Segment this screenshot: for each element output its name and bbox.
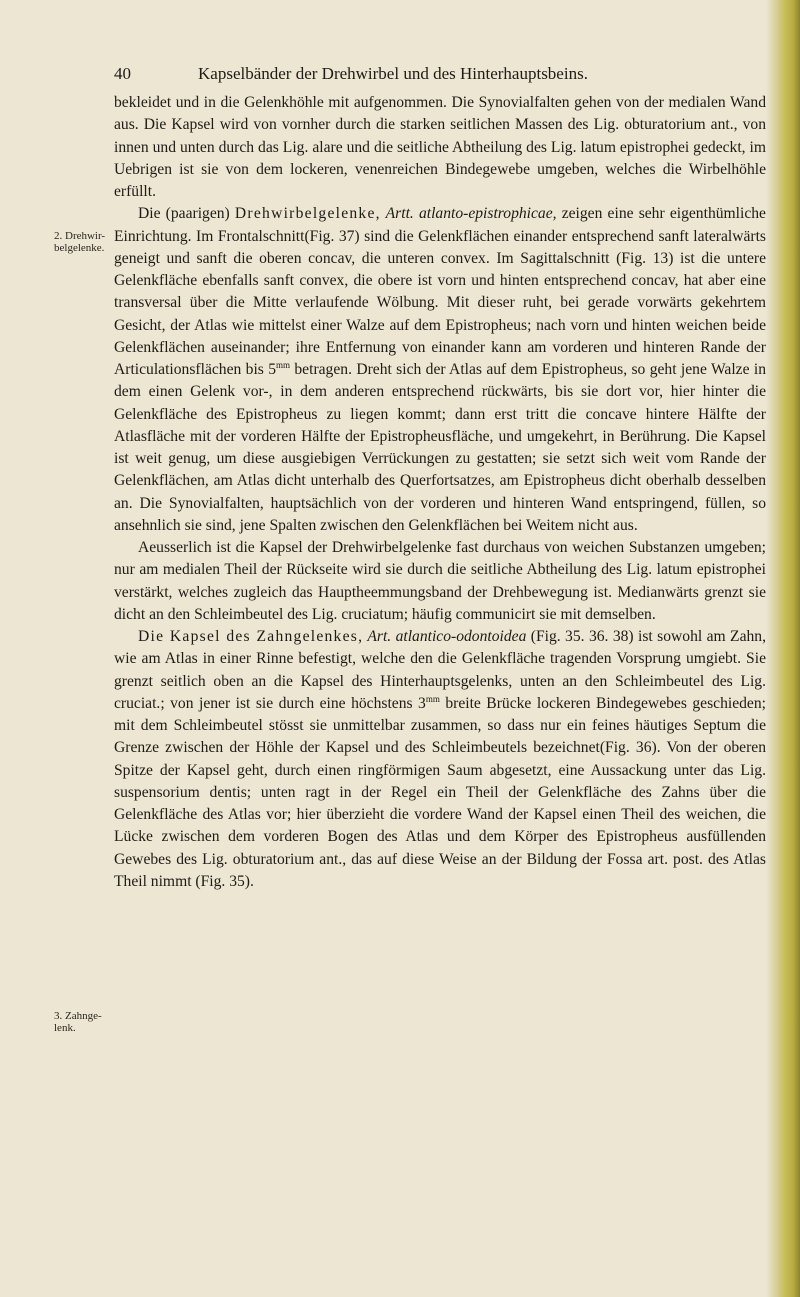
paragraph-intro: bekleidet und in die Gelenkhöhle mit aufgenommen. Die Synovialfalten gehen von der medialen Wand aus. Die Kapsel wird von vornher durch die starken seitlichen Massen des Lig. obturatorium ant., von innen und unten durch das Lig. alare und die seitliche Abtheilung des Lig. latum epistrophei gedeckt, im Uebrigen ist sie von dem lockeren, venenreichen Bindegewebe umgeben, welches die Wirbelhöhle erfüllt. <box>114 94 766 200</box>
page-edge-shadow <box>766 0 800 1297</box>
paragraph-text: (Fig. 35. 36. 38) ist sowohl am Zahn, wie am Atlas in einer Rinne befestigt, welche den die Gelenkfläche tragenden Vorsprung umgiebt. Sie grenzt seitlich oben an die Kapsel des Hinterhauptsgelenks, unten an den Schleimbeutel des Lig. cruciat.; von jener ist sie durch eine höchstens 3 <box>114 628 766 712</box>
term-drehwirbelgelenke: Drehwirbelgelenke, <box>234 205 381 223</box>
paragraph-drehwirbelgelenke <box>114 203 766 537</box>
paragraph-lead: Die (paarigen) <box>138 205 235 223</box>
paragraph-text-continued: breite Brücke lockeren Bindegewebes geschieden; mit dem Schleimbeutel stösst sie unmittelbar zusammen, so dass nur ein feines häutiges Septum die Grenze zwischen der Höhle der Kapsel und des Schleimbeutels bezeichnet(Fig. 36). Von der oberen Spitze der Kapsel geht, durch einen ringförmigen Saum abgesetzt, eine Aussackung unter das Lig. suspensorium dentis; unten ragt in der Regel ein Theil der Gelenkfläche des Zahns über die Gelenkfläche des Atlas vor; hier überzieht die vordere Wand der Kapsel einen Theil des weichen, die Lücke zwischen dem vorderen Bogen des Atlas und dem Körper des Epistropheus ausfüllenden Gewebes des Lig. obturatorium ant., das auf diese Weise an der Bildung der Fossa art. post. des Atlas Theil nimmt (Fig. 35). <box>114 694 766 890</box>
margin-note-drehwirbelgelenke: 2. Drehwir- belgelenke. <box>54 230 106 254</box>
latin-term-atlanto-epistrophicae: Artt. atlanto-epistrophicae, <box>380 205 557 223</box>
page-number: 40 <box>114 64 131 83</box>
margin-note-zahngelenk: 3. Zahnge- lenk. <box>54 1010 102 1034</box>
page-header <box>114 63 764 85</box>
paragraph-text: zeigen eine sehr eigenthümliche Einrichtung. Im Frontalschnitt(Fig. 37) sind die Gelenkflächen einander entsprechend sanft lateralwärts geneigt und sanft die oberen concav, die unteren convex. Im Sagittalschnitt (Fig. 13) ist die untere Gelenkfläche ebenfalls sanft convex, die obere ist vorn und hinten entsprechend concav, hat aber eine transversal über die Mitte verlaufende Wölbung. Mit dieser ruht, bei gerade vorwärts gekehrtem Gesicht, der Atlas wie mittelst einer Walze auf dem Epistropheus; nach vorn und hinten weichen beide Gelenkflächen auseinander; ihre Entfernung von einander kann am vorderen und hinteren Rande der Articulationsflächen bis 5 <box>114 205 766 378</box>
body-text <box>114 92 766 893</box>
latin-term-atlantico-odontoidea: Art. atlantico-odontoidea <box>363 628 527 645</box>
unit-superscript: mm <box>425 693 440 704</box>
paragraph-zahngelenk <box>114 626 766 893</box>
term-kapsel-zahngelenk: Die Kapsel des Zahngelenkes, <box>138 628 364 645</box>
paragraph-aeusserlich: Aeusserlich ist die Kapsel der Drehwirbelgelenke fast durchaus von weichen Substanzen umgeben; nur am medialen Theil der Rückseite wird sie durch die seitliche Abtheilung des Lig. latum epistrophei verstärkt, welches zugleich das Hauptheemmungsband der Drehbewegung ist. Medianwärts grenzt sie dicht an den Schleimbeutel des Lig. cruciatum; häufig communicirt sie mit demselben. <box>114 539 766 623</box>
unit-superscript: mm <box>276 360 291 370</box>
running-title: Kapselbänder der Drehwirbel und des Hinterhauptsbeins. <box>198 64 588 83</box>
paragraph-text-continued: betragen. Dreht sich der Atlas auf dem Epistropheus, so geht jene Walze in dem einen Gelenk vor-, in dem anderen entsprechend rückwärts, bis sie dort vor, hier hinter die Gelenkfläche des Epistropheus zu liegen kommt; dann erst tritt die concave hintere Hälfte der Atlasfläche mit der vorderen Hälfte der Epistropheusfläche, und umgekehrt, in Berührung. Die Kapsel ist weit genug, um diese ausgiebigen Verrückungen zu gestatten; sie setzt sich weit vom Rande der Gelenkflächen, am Atlas dicht unterhalb des Querfortsatzes, am Epistropheus dicht oberhalb desselben an. Die Synovialfalten, hauptsächlich von der vorderen und hinteren Wand entspringend, füllen, so ansehnlich sie sind, jene Spalten zwischen den Gelenkflächen bei Weitem nicht aus. <box>114 361 767 534</box>
